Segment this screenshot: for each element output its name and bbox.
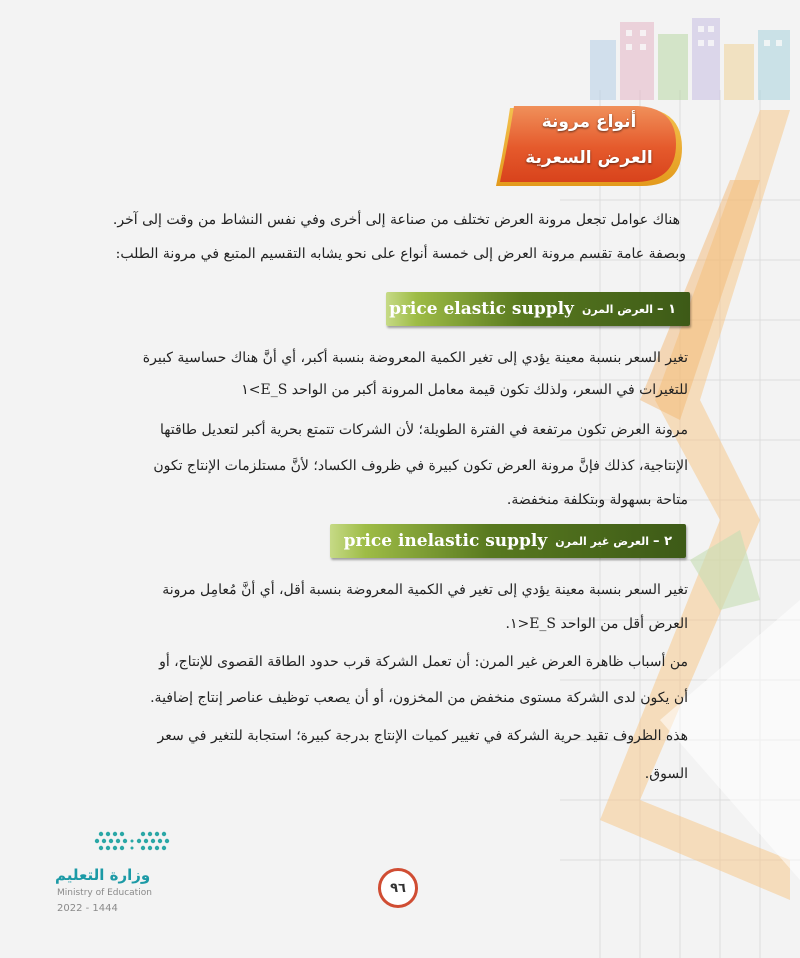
section-2-line-1: تغير السعر بنسبة معينة يؤدي إلى تغير في الكمية المعروضة بنسبة أقل، أي أنَّ مُعامِل مرونة bbox=[162, 582, 688, 598]
section-2-line-5: هذه الظروف تقيد حرية الشركة في تغيير كميات الإنتاج بدرجة كبيرة؛ استجابة للتغير في سعر bbox=[157, 728, 688, 744]
section-1-header bbox=[386, 292, 690, 326]
section-1-line-5: متاحة بسهولة وبتكلفة منخفضة. bbox=[506, 492, 688, 508]
page-number: ٩٦ bbox=[378, 868, 418, 908]
section-1-title-en: price elastic supply bbox=[389, 299, 574, 319]
title-line-2: العرض السعرية bbox=[525, 148, 653, 168]
section-2-number: ٢ – bbox=[653, 533, 672, 549]
section-1-line-4: الإنتاجية، كذلك فإنَّ مرونة العرض تكون كبيرة في ظروف الكساد؛ لأنَّ مستلزمات الإنتاج تكون bbox=[153, 458, 688, 474]
section-1-title-ar: العرض المرن bbox=[581, 302, 654, 316]
skyline-illustration bbox=[590, 18, 790, 100]
section-1-number: ١ – bbox=[657, 301, 676, 317]
section-1-line-1: تغير السعر بنسبة معينة يؤدي إلى تغير الكمية المعروضة بنسبة أكبر، أي أنَّ هناك حساسية كبيرة bbox=[142, 350, 688, 366]
section-2-line-2: العرض أقل من الواحد E_S<١. bbox=[505, 616, 688, 632]
section-2-line-3: من أسباب ظاهرة العرض غير المرن: أن تعمل الشركة قرب حدود الطاقة القصوى للإنتاج، أو bbox=[159, 654, 688, 670]
section-2-line-4: أن يكون لدى الشركة مستوى منخفض من المخزون، أو أن يصعب توظيف عناصر إنتاج إضافية. bbox=[150, 690, 688, 706]
section-1-line-2: للتغيرات في السعر، ولذلك تكون قيمة معامل المرونة أكبر من الواحد E_S>١ bbox=[241, 382, 688, 398]
ministry-name-en: Ministry of Education bbox=[57, 888, 152, 898]
section-2-line-6: السوق. bbox=[644, 766, 688, 782]
section-1-line-3: مرونة العرض تكون مرتفعة في الفترة الطويلة؛ لأن الشركات تتمتع بحرية أكبر لتعديل طاقتها bbox=[160, 422, 688, 438]
edition-year: 2022 - 1444 bbox=[57, 903, 118, 914]
intro-line-2: وبصفة عامة تقسم مرونة العرض إلى خمسة أنواع على نحو يشابه التقسيم المتبع في مرونة الطلب: bbox=[115, 246, 686, 262]
ministry-logo bbox=[57, 828, 197, 864]
ministry-name-ar: وزارة التعليم bbox=[55, 866, 151, 884]
title-line-1: أنواع مرونة bbox=[541, 112, 637, 132]
section-2-title-en: price inelastic supply bbox=[343, 531, 548, 551]
section-2-header bbox=[330, 524, 686, 558]
intro-line-1: هناك عوامل تجعل مرونة العرض تختلف من صناعة إلى أخرى وفي نفس النشاط من وقت إلى آخر. bbox=[112, 212, 680, 228]
section-2-title-ar: العرض غير المرن bbox=[555, 534, 650, 548]
